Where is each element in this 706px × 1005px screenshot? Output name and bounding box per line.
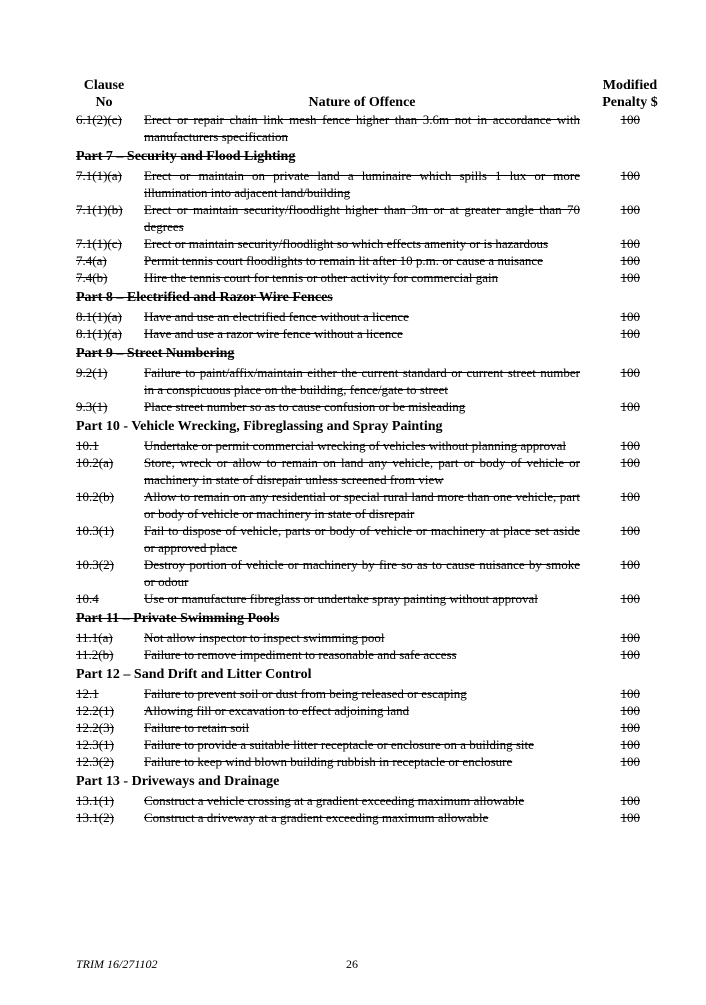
clause-number: 12.3(1) [76, 737, 114, 752]
offence-description: Fail to dispose of vehicle, parts or body of vehicle or machinery at place set aside or approved place [144, 523, 580, 555]
offence-description: Construct a driveway at a gradient exceeding maximum allowable [144, 810, 489, 825]
offence-row [76, 167, 656, 201]
clause-number: 12.2(1) [76, 703, 114, 718]
offence-description: Allow to remain on any residential or special rural land more than one vehicle, part or body of vehicle or machinery in state of disrepair [144, 489, 580, 521]
offence-description: Failure to prevent soil or dust from being released or escaping [144, 686, 467, 701]
offence-description: Failure to provide a suitable litter receptacle or enclosure on a building site [144, 737, 534, 752]
offence-row [76, 488, 656, 522]
clause-header-line1: Clause [83, 78, 125, 93]
offence-description: Failure to retain soil [144, 720, 250, 735]
penalty-amount: 100 [620, 720, 640, 735]
offence-row [76, 719, 656, 736]
penalty-amount: 100 [620, 703, 640, 718]
clause-number: 7.1(1)(c) [76, 236, 122, 251]
clause-number: 10.2(b) [76, 489, 114, 504]
penalty-amount: 100 [620, 270, 640, 285]
part-heading: Part 7 – Security and Flood Lighting [76, 149, 296, 164]
offence-row [76, 235, 656, 252]
offence-row [76, 702, 656, 719]
clause-number: 13.1(2) [76, 810, 114, 825]
penalty-amount: 100 [620, 202, 640, 217]
offence-description: Erect or maintain on private land a luminaire which spills 1 lux or more illumination into adjacent land/building [144, 168, 580, 200]
clause-header-line2: No [95, 95, 113, 110]
offence-row [76, 646, 656, 663]
part-heading: Part 13 - Driveways and Drainage [76, 774, 280, 789]
offence-row [76, 629, 656, 646]
offence-description: Destroy portion of vehicle or machinery by fire so as to cause nuisance by smoke or odour [144, 557, 580, 589]
offence-description: Construct a vehicle crossing at a gradient exceeding maximum allowable [144, 793, 525, 808]
offence-row [76, 201, 656, 235]
footer-page-number: 26 [346, 957, 358, 971]
offence-row [76, 753, 656, 770]
offence-description: Failure to paint/affix/maintain either the current standard or current street number in a conspicuous place on the building, fence/gate to street [144, 365, 580, 397]
part-heading: Part 12 – Sand Drift and Litter Control [76, 667, 312, 682]
clause-number: 6.1(2)(c) [76, 112, 122, 127]
offence-row [76, 325, 656, 342]
penalty-amount: 100 [620, 253, 640, 268]
clause-number: 7.4(b) [76, 270, 108, 285]
offence-description: Undertake or permit commercial wrecking of vehicles without planning approval [144, 438, 566, 453]
clause-number: 10.3(1) [76, 523, 114, 538]
offence-description: Failure to remove impediment to reasonable and safe access [144, 647, 457, 662]
modified-penalty-header [590, 77, 670, 111]
penalty-amount: 100 [620, 489, 640, 504]
clause-no-header [76, 77, 132, 111]
penalty-amount: 100 [620, 686, 640, 701]
clause-number: 10.4 [76, 591, 99, 606]
offence-row [76, 454, 656, 488]
clause-number: 9.3(1) [76, 399, 108, 414]
offence-description: Erect or repair chain link mesh fence higher than 3.6m not in accordance with manufacturers specification [144, 112, 580, 144]
penalty-amount: 100 [620, 591, 640, 606]
penalty-header-line2: Penalty $ [602, 95, 658, 110]
clause-number: 12.1 [76, 686, 99, 701]
offence-row [76, 556, 656, 590]
penalty-amount: 100 [620, 647, 640, 662]
clause-number: 11.1(a) [76, 630, 113, 645]
penalty-header-line1: Modified [602, 78, 658, 93]
penalty-amount: 100 [620, 557, 640, 572]
offence-description: Failure to keep wind blown building rubbish in receptacle or enclosure [144, 754, 513, 769]
nature-of-offence-header: Nature of Offence [308, 95, 416, 110]
penalty-amount: 100 [620, 630, 640, 645]
offence-description: Place street number so as to cause confusion or be misleading [144, 399, 466, 414]
clause-number: 10.2(a) [76, 455, 114, 470]
offence-row [76, 269, 656, 286]
offence-row [76, 685, 656, 702]
penalty-amount: 100 [620, 523, 640, 538]
offence-row [76, 522, 656, 556]
offence-row [76, 111, 656, 145]
offence-description: Not allow inspector to inspect swimming pool [144, 630, 385, 645]
clause-number: 7.1(1)(b) [76, 202, 123, 217]
clause-number: 7.1(1)(a) [76, 168, 122, 183]
offence-description: Permit tennis court floodlights to remain lit after 10 p.m. or cause a nuisance [144, 253, 543, 268]
offence-description: Have and use an electrified fence without a licence [144, 309, 409, 324]
offence-row [76, 252, 656, 269]
penalty-amount: 100 [620, 754, 640, 769]
offence-row [76, 364, 656, 398]
penalty-amount: 100 [620, 438, 640, 453]
clause-number: 9.2(1) [76, 365, 108, 380]
penalty-amount: 100 [620, 236, 640, 251]
clause-number: 7.4(a) [76, 253, 107, 268]
offence-table [76, 111, 656, 826]
clause-number: 8.1(1)(a) [76, 326, 122, 341]
offence-description: Erect or maintain security/floodlight higher than 3m or at greater angle than 70 degrees [144, 202, 580, 234]
penalty-amount: 100 [620, 168, 640, 183]
penalty-amount: 100 [620, 455, 640, 470]
penalty-amount: 100 [620, 309, 640, 324]
penalty-amount: 100 [620, 793, 640, 808]
clause-number: 12.3(2) [76, 754, 114, 769]
penalty-amount: 100 [620, 737, 640, 752]
part-heading: Part 10 - Vehicle Wrecking, Fibreglassing and Spray Painting [76, 419, 443, 434]
offence-row [76, 809, 656, 826]
part-heading: Part 11 – Private Swimming Pools [76, 611, 280, 626]
clause-number: 10.1 [76, 438, 99, 453]
offence-row [76, 736, 656, 753]
offence-row [76, 308, 656, 325]
penalty-amount: 100 [620, 112, 640, 127]
offence-description: Allowing fill or excavation to effect adjoining land [144, 703, 410, 718]
offence-description: Use or manufacture fibreglass or undertake spray painting without approval [144, 591, 538, 606]
penalty-amount: 100 [620, 810, 640, 825]
clause-number: 11.2(b) [76, 647, 114, 662]
clause-number: 12.2(3) [76, 720, 114, 735]
penalty-amount: 100 [620, 399, 640, 414]
offence-row [76, 398, 656, 415]
offence-description: Have and use a razor wire fence without a licence [144, 326, 403, 341]
part-heading: Part 9 – Street Numbering [76, 346, 235, 361]
offence-description: Store, wreck or allow to remain on land any vehicle, part or body of vehicle or machinery in state of disrepair unless screened from view [144, 455, 580, 487]
clause-number: 10.3(2) [76, 557, 114, 572]
part-heading: Part 8 – Electrified and Razor Wire Fences [76, 290, 333, 305]
footer-trim-reference: TRIM 16/271102 [76, 957, 158, 971]
clause-number: 13.1(1) [76, 793, 114, 808]
offence-row [76, 590, 656, 607]
offence-row [76, 437, 656, 454]
offence-description: Hire the tennis court for tennis or other activity for commercial gain [144, 270, 499, 285]
offence-row [76, 792, 656, 809]
clause-number: 8.1(1)(a) [76, 309, 122, 324]
penalty-amount: 100 [620, 365, 640, 380]
penalty-amount: 100 [620, 326, 640, 341]
offence-description: Erect or maintain security/floodlight so which effects amenity or is hazardous [144, 236, 549, 251]
